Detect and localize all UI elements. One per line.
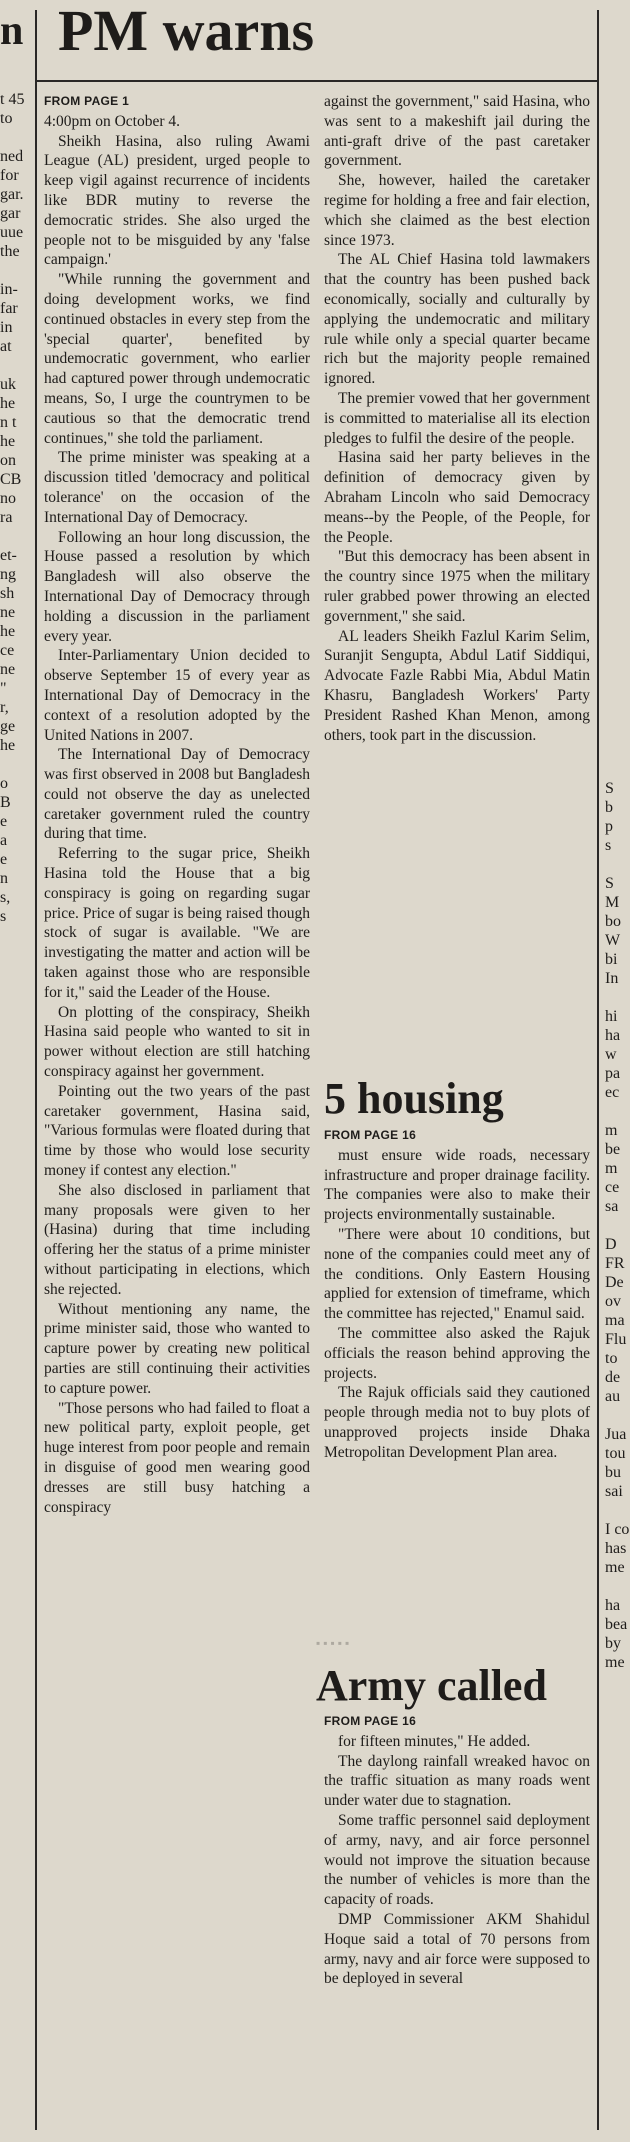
army-paragraph: Some traffic personnel said deployment of army, navy, and air force personnel would not improve the situation because the number of vehicles is more than the capacity of roads. (324, 1811, 590, 1909)
left-fragment-line (0, 128, 30, 147)
right-fragment-line: S (605, 875, 614, 892)
right-fragment-line: S (605, 780, 614, 797)
right-fragment-line: sai (605, 1483, 623, 1500)
left-fragment-line (0, 755, 30, 774)
story-paragraph: 4:00pm on October 4. (44, 112, 181, 130)
left-fragment-line: the (0, 243, 20, 260)
right-fragment-line: Jua (605, 1426, 627, 1443)
left-fragment-line: r, (0, 699, 9, 716)
story-paragraph: The premier vowed that her government is committed to materialise all its election pledges to fulfil the desire of the people. (324, 389, 590, 447)
story-paragraph: Inter-Parliamentary Union decided to observe September 15 of every year as International Day of Democracy in the context of a resolution adopted by the United Nations in 2007. (44, 647, 310, 744)
story-paragraph: The prime minister was speaking at a discussion titled 'democracy and political tolerance' on the occasion of the International Day of Democracy. (44, 449, 310, 526)
left-fragment-line: he (0, 623, 16, 640)
right-column-fragment (605, 760, 630, 1672)
left-fragment-line: for (0, 167, 19, 184)
story-paragraph: against the government," said Hasina, who was sent to a makeshift jail during the anti-graft drive of the past caretaker government. (324, 93, 590, 170)
right-fragment-line (605, 1216, 630, 1235)
right-fragment-line: m (605, 1122, 618, 1139)
story-paragraph: On plotting of the conspiracy, Sheikh Hasina said people who wanted to sit in power without election are still hatching conspiracy against her government. (44, 1003, 310, 1081)
army-paragraph: for fifteen minutes," He added. (338, 1732, 531, 1750)
left-fragment-line: B (0, 794, 11, 811)
right-fragment-line: W (605, 932, 621, 949)
right-fragment-line: pa (605, 1065, 621, 1082)
army-paragraph: The daylong rainfall wreaked havoc on the traffic situation as many roads went under water due to stagnation. (324, 1752, 590, 1810)
right-fragment-line: D (605, 1236, 617, 1253)
left-fragment-line: to (0, 110, 13, 127)
left-fragment-line: in (0, 319, 13, 336)
right-fragment-line: ec (605, 1084, 620, 1101)
story-paragraph: The AL Chief Hasina told lawmakers that the country has been pushed back economically, socially and culturally by applying the undemocratic and military rule while only a special quarter became rich but the majority people remained ignored. (324, 251, 590, 388)
right-fragment-line: au (605, 1388, 621, 1405)
story-paragraph: "Those persons who had failed to float a new political party, exploit people, get huge interest from poor people and remain in disguise of good men wearing good dresses are still busy hatching a conspiracy (44, 1399, 310, 1516)
story-paragraph: She also disclosed in parliament that many proposals were given to her (Hasina) during that time including offering her the status of a prime minister without participating in elections, which she rejected. (44, 1181, 310, 1298)
housing-from-page: FROM PAGE 16 (324, 1128, 417, 1142)
right-fragment-line: to (605, 1350, 618, 1367)
right-fragment-line (605, 1501, 630, 1520)
housing-paragraph: The Rajuk officials said they cautioned people through media not to buy plots of unapproved projects inside Dhaka Metropolitan Development Plan area. (324, 1384, 590, 1461)
story-paragraph: She, however, hailed the caretaker regime for holding a free and fair election, which she claimed as the best election since 1973. (324, 172, 590, 249)
left-fragment-line: at (0, 338, 12, 355)
left-column-fragment (0, 0, 30, 926)
housing-story (324, 1126, 590, 1463)
right-fragment-line: In (605, 970, 619, 987)
story-paragraph: Pointing out the two years of the past caretaker government, Hasina said, "Various formulas were floated during that time by those who would lose security money if contest any election." (44, 1082, 310, 1180)
right-fragment-line: bea (605, 1616, 628, 1633)
story-paragraph: The International Day of Democracy was first observed in 2008 but Bangladesh could not observe the day as unelected caretaker government ruled the country during that time. (44, 746, 310, 843)
left-fragment-line: far (0, 300, 18, 317)
right-fragment-line (605, 855, 630, 874)
headline: PM warns (58, 0, 315, 63)
left-fragment-line: o (0, 775, 8, 792)
right-fragment-line: bi (605, 951, 618, 968)
story-paragraph: Sheikh Hasina, also ruling Awami League (AL) president, urged people to keep vigil against recurrence of incidents like BDR mutiny to reverse the democratic strides. She also urged the people not to be misguided by any 'false campaign.' (44, 132, 310, 269)
housing-headline: 5 housing (324, 1074, 504, 1123)
left-fragment-line: ne (0, 661, 16, 678)
left-fragment-line: he (0, 737, 16, 754)
housing-paragraph: must ensure wide roads, necessary infrastructure and proper drainage facility. The companies were also to make their projects environmentally sustainable. (324, 1146, 590, 1224)
left-fragment-line: he (0, 395, 16, 412)
right-fragment-line (605, 1406, 630, 1425)
right-fragment-line: ce (605, 1179, 620, 1196)
left-fragment-line: gar (0, 205, 21, 222)
right-fragment-line: M (605, 894, 620, 911)
left-fragment-line (0, 527, 30, 546)
left-fragment-line: s, (0, 889, 11, 906)
story-paragraph: "While running the government and doing development works, we find continued obstacles in every step from the 'special quarter', benefited by undemocratic government, who earlier had captured power through undemocratic means, So, I urge the countrymen to be cautious so that the democratic trend continues," she told the parliament. (44, 271, 310, 447)
right-fragment-line: ha (605, 1597, 621, 1614)
story-paragraph: Without mentioning any name, the prime minister said, those who wanted to capture power by creating new political parties are still continuing their activities to capture power. (44, 1300, 310, 1397)
right-fragment-line: ov (605, 1293, 621, 1310)
main-story-column-2 (324, 92, 590, 745)
left-fragment-line: in- (0, 281, 18, 298)
right-fragment-line: has (605, 1540, 627, 1557)
story-paragraph: Referring to the sugar price, Sheikh Hasina told the House that a big conspiracy is going on regarding sugar price. Price of sugar is being raised though stock of sugar is available. "We are investigating the matter and action will be taken against those who are responsible for it," said the Leader of the House. (44, 845, 310, 1001)
right-fragment-line: be (605, 1141, 621, 1158)
right-fragment-line: p (605, 818, 613, 835)
left-fragment-title: n (0, 8, 24, 54)
left-fragment-line: ra (0, 509, 13, 526)
right-fragment-line: de (605, 1369, 621, 1386)
right-fragment-line: FR (605, 1255, 625, 1272)
right-fragment-line: tou (605, 1445, 626, 1462)
right-fragment-line: Flu (605, 1331, 627, 1348)
right-fragment-line: sa (605, 1198, 619, 1215)
right-fragment-line: me (605, 1654, 625, 1671)
left-fragment-line: s (0, 908, 7, 925)
story-paragraph: AL leaders Sheikh Fazlul Karim Selim, Suranjit Sengupta, Abdul Latif Siddiqui, Advocate Fazle Rabbi Mia, Abdul Matin Khasru, Bangladesh Workers' Party President Rashed Khan Menon, among others, took part in the discussion. (324, 627, 590, 744)
right-fragment-line: bu (605, 1464, 621, 1481)
left-fragment-line: no (0, 490, 16, 507)
left-fragment-line: uue (0, 224, 24, 241)
left-fragment-line: e (0, 851, 8, 868)
left-fragment-line: " (0, 680, 7, 697)
right-fragment-line (605, 988, 630, 1007)
right-fragment-line (605, 1577, 630, 1596)
left-fragment-line: ng (0, 566, 16, 583)
housing-paragraph: The committee also asked the Rajuk officials the reason behind approving the projects. (324, 1324, 590, 1382)
left-fragment-line (0, 356, 30, 375)
right-fragment-line: ha (605, 1027, 621, 1044)
headline-underline (37, 80, 597, 82)
right-fragment-line: De (605, 1274, 624, 1291)
left-fragment-line: ge (0, 718, 16, 735)
left-fragment-line (0, 261, 30, 280)
right-fragment-line: b (605, 799, 613, 816)
right-fragment-line: by (605, 1635, 621, 1652)
left-fragment-line: t 45 (0, 91, 25, 108)
right-fragment-lines (605, 760, 630, 1672)
army-headline: Army called (316, 1661, 547, 1710)
right-fragment-line: ma (605, 1312, 625, 1329)
right-fragment-line: bo (605, 913, 621, 930)
column-rule-left (35, 10, 37, 2130)
left-fragment-line: uk (0, 376, 16, 393)
story-paragraph: Hasina said her party believes in the definition of democracy given by Abraham Lincoln who said Democracy means--by the People, of the People, for the People. (324, 449, 590, 546)
left-fragment-line: he (0, 433, 16, 450)
from-page-label: FROM PAGE 1 (44, 94, 130, 108)
right-fragment-line: hi (605, 1008, 618, 1025)
housing-paragraph: "There were about 10 conditions, but none of the companies could meet any of the conditions. Only Eastern Housing applied for extension of timeframe, which the committee has rejected," Enamul said. (324, 1225, 590, 1323)
left-fragment-line: gar. (0, 186, 24, 203)
left-fragment-line: n (0, 870, 8, 887)
army-story (324, 1712, 590, 1989)
left-fragment-line: ne (0, 604, 16, 621)
right-fragment-line (605, 760, 630, 779)
left-fragment-line: n t (0, 414, 17, 431)
left-fragment-line: a (0, 832, 8, 849)
left-fragment-line: CB (0, 471, 22, 488)
story-paragraph: Following an hour long discussion, the House passed a resolution by which Bangladesh will also observe the International Day of Democracy through holding a discussion in the parliament every year. (44, 528, 310, 645)
show-through-ink: ▪ ▪ ▪ ▪ ▪ (316, 1636, 350, 1650)
column-rule-right (597, 10, 599, 2130)
left-fragment-line: e (0, 813, 8, 830)
right-fragment-line: m (605, 1160, 618, 1177)
left-fragment-lines (0, 90, 30, 926)
right-fragment-line (605, 1102, 630, 1121)
story-paragraph: "But this democracy has been absent in the country since 1975 when the military ruler grabbed power throwing an elected government," she said. (324, 548, 590, 625)
right-fragment-line: s (605, 837, 612, 854)
right-fragment-line: me (605, 1559, 625, 1576)
army-paragraph: DMP Commissioner AKM Shahidul Hoque said a total of 70 persons from army, navy and air force were supposed to be deployed in several (324, 1910, 590, 1988)
main-story-column-1 (44, 92, 310, 1517)
left-fragment-line: ned (0, 148, 24, 165)
left-fragment-line: sh (0, 585, 15, 602)
right-fragment-line: I co (605, 1521, 630, 1538)
right-fragment-line: w (605, 1046, 617, 1063)
left-fragment-line: et- (0, 547, 17, 564)
army-from-page: FROM PAGE 16 (324, 1714, 417, 1728)
left-fragment-line: ce (0, 642, 15, 659)
left-fragment-line: on (0, 452, 16, 469)
